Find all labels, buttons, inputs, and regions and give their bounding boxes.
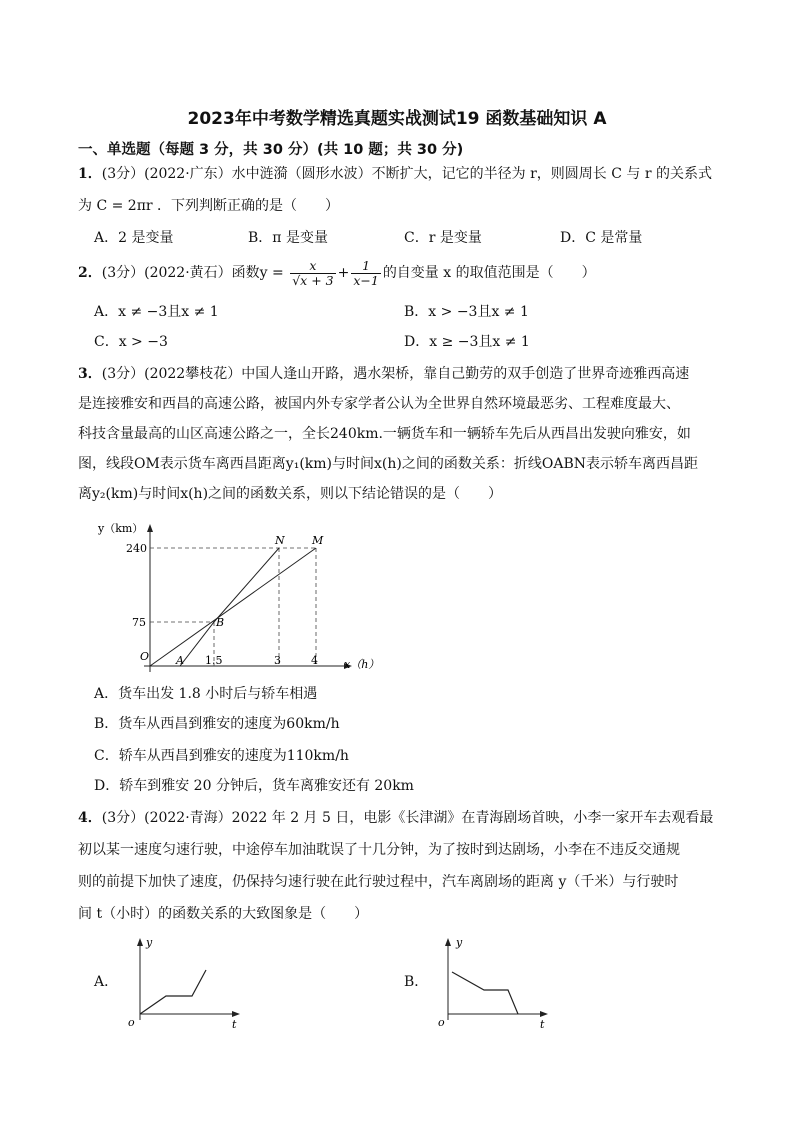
q3-text-1: (3分）(2022攀枝花）中国人逢山开路，遇水架桥，靠自己勤劳的双手创造了世界奇迹雅西高速 bbox=[101, 366, 690, 382]
q4-graph-b bbox=[436, 930, 566, 1032]
graph-b-line bbox=[452, 972, 518, 1014]
q2-option-c[interactable]: C．x > −3 bbox=[94, 334, 168, 350]
y-arrow-icon bbox=[137, 938, 143, 946]
point-a-label: A bbox=[176, 654, 184, 667]
y-tick-240: 240 bbox=[126, 542, 147, 555]
q3-line4: 图，线段OM表示货车离西昌距离y₁(km)与时间x(h)之间的函数关系：折线OABN表示轿车离西昌距 bbox=[78, 456, 698, 472]
graph-a-line bbox=[140, 970, 206, 1014]
q4-graph-a bbox=[124, 930, 254, 1032]
q2-option-b[interactable]: B．x > −3且x ≠ 1 bbox=[404, 304, 529, 320]
x-axis-label: x（h） bbox=[344, 658, 380, 671]
q2-option-d[interactable]: D．x ≥ −3且x ≠ 1 bbox=[404, 334, 530, 350]
series-om bbox=[150, 548, 316, 666]
point-m-label: M bbox=[312, 534, 324, 547]
y-tick-75: 75 bbox=[132, 616, 146, 629]
q3-option-b[interactable]: B．货车从西昌到雅安的速度为60km/h bbox=[94, 716, 340, 732]
q2-suffix: 的自变量 x 的取值范围是（ ） bbox=[382, 265, 596, 281]
q2-fraction-1: $\frac{x}{√x + 3}$ bbox=[292, 257, 334, 288]
x-arrow-icon bbox=[232, 1011, 240, 1017]
q1-line1 bbox=[78, 164, 728, 184]
q4-number: 4． bbox=[78, 810, 102, 826]
axis-t-label: t bbox=[540, 1018, 545, 1031]
q2-prefix: (3分）(2022·黄石）函数y = bbox=[101, 265, 284, 281]
q4-text-1: (3分）(2022·青海）2022 年 2 月 5 日，电影《长津湖》在青海剧场首映，小李一家开车去观看最 bbox=[101, 810, 714, 826]
x-tick-4: 4 bbox=[311, 654, 318, 667]
q1-number: 1． bbox=[78, 166, 102, 182]
q1-text-1: (3分）(2022·广东）水中涟漪（圆形水波）不断扩大，记它的半径为 r，则圆周长 C 与 r 的关系式 bbox=[101, 166, 713, 182]
section-heading: 一、单选题（每题 3 分，共 30 分）(共 10 题；共 30 分) bbox=[78, 142, 464, 158]
q2-plus: + bbox=[337, 265, 350, 281]
q1-line2: 为 C = 2πr ．下列判断正确的是（ ） bbox=[78, 198, 340, 214]
x-tick-1-5: 1.5 bbox=[205, 654, 223, 667]
axis-y-label: y bbox=[456, 936, 463, 949]
q2-option-a[interactable]: A．x ≠ −3且x ≠ 1 bbox=[94, 304, 219, 320]
point-o-label: O bbox=[140, 650, 150, 663]
axis-y-label: y bbox=[146, 936, 153, 949]
page-title: 2023年中考数学精选真题实战测试19 函数基础知识 A bbox=[187, 109, 607, 129]
point-b-label: B bbox=[216, 616, 225, 629]
q3-option-c[interactable]: C．轿车从西昌到雅安的速度为110km/h bbox=[94, 748, 349, 764]
q1-option-b[interactable]: B．π 是变量 bbox=[248, 230, 328, 246]
point-n-label: N bbox=[275, 534, 285, 547]
q3-line2: 是连接雅安和西昌的高速公路，被国内外专家学者公认为全世界自然环境最恶劣、工程难度最大、 bbox=[78, 396, 680, 412]
q1-option-d[interactable]: D．C 是常量 bbox=[560, 230, 643, 246]
q3-option-d[interactable]: D．轿车到雅安 20 分钟后，货车离雅安还有 20km bbox=[94, 778, 414, 794]
y-arrow-icon bbox=[445, 938, 451, 946]
q4-line3: 则的前提下加快了速度，仍保持匀速行驶在此行驶过程中，汽车离剧场的距离 y（千米）与行驶时 bbox=[78, 874, 679, 890]
q4-option-a[interactable]: A． bbox=[94, 974, 119, 990]
q1-option-c[interactable]: C．r 是变量 bbox=[404, 230, 482, 246]
q4-line4: 间 t（小时）的函数关系的大致图象是（ ） bbox=[78, 906, 369, 922]
q3-number: 3． bbox=[78, 366, 102, 382]
q4-option-b[interactable]: B． bbox=[404, 974, 429, 990]
q1-option-a[interactable]: A．2 是变量 bbox=[94, 230, 174, 246]
q4-line1 bbox=[78, 808, 728, 828]
y-axis-arrow-icon bbox=[147, 524, 153, 532]
q3-line3: 科技含量最高的山区高速公路之一，全长240km.一辆货车和一辆轿车先后从西昌出发驶向雅安，如 bbox=[78, 426, 691, 442]
q2-line bbox=[78, 258, 728, 288]
x-tick-3: 3 bbox=[274, 654, 281, 667]
axis-t-label: t bbox=[232, 1018, 237, 1031]
series-oabn bbox=[150, 548, 279, 666]
q2-number: 2． bbox=[78, 265, 102, 281]
q3-line5: 离y₂(km)与时间x(h)之间的函数关系，则以下结论错误的是（ ） bbox=[78, 486, 503, 502]
q3-distance-time-graph bbox=[92, 518, 392, 678]
y-axis-label: y（km） bbox=[98, 522, 144, 535]
x-arrow-icon bbox=[540, 1011, 548, 1017]
axis-o-label: o bbox=[128, 1016, 135, 1029]
q2-fraction-2: $\frac{1}{x-1}$ bbox=[353, 257, 379, 288]
q3-line1 bbox=[78, 364, 728, 384]
axis-o-label: o bbox=[438, 1016, 445, 1029]
q3-option-a[interactable]: A．货车出发 1.8 小时后与轿车相遇 bbox=[94, 686, 318, 702]
q4-line2: 初以某一速度匀速行驶，中途停车加油耽误了十几分钟，为了按时到达剧场，小李在不违反交通规 bbox=[78, 842, 680, 858]
